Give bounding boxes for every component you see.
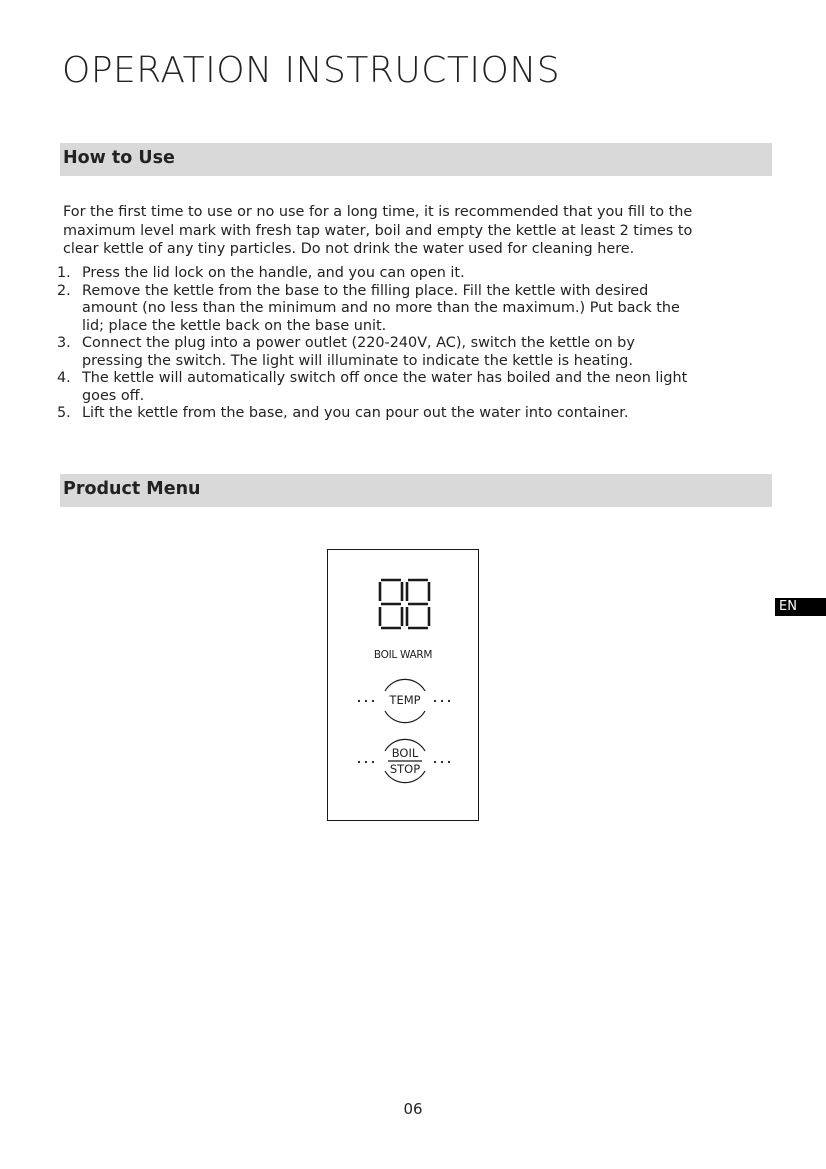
mode-labels: BOIL WARM	[373, 649, 433, 661]
intro-line: maximum level mark with fresh tap water, boil and empty the kettle at least 2 times to	[63, 222, 693, 239]
step-text: pressing the switch. The light will illuminate to indicate the kettle is heating.	[82, 352, 633, 369]
language-tab: EN	[775, 598, 826, 616]
step-text: lid; place the kettle back on the base unit.	[82, 317, 387, 334]
step-text: Remove the kettle from the base to the filling place. Fill the kettle with desired	[82, 282, 649, 299]
step-text: Press the lid lock on the handle, and you can open it.	[82, 265, 465, 281]
stop-button-label[interactable]: STOP	[389, 762, 421, 776]
steps-list	[57, 265, 777, 423]
section-header-how-to-use	[60, 143, 772, 176]
step-number: 2.	[57, 282, 71, 299]
page-title: OPERATION INSTRUCTIONS	[62, 50, 561, 91]
step-number: 4.	[57, 370, 71, 386]
step-number: 3.	[57, 335, 71, 351]
temp-button[interactable]: TEMP	[389, 693, 421, 707]
control-panel-graphic	[328, 550, 478, 820]
list-item	[57, 283, 777, 336]
display-digit	[407, 580, 429, 628]
step-text: goes off.	[82, 387, 145, 404]
step-number: 5.	[57, 405, 71, 421]
intro-paragraph	[63, 203, 775, 259]
intro-line: For the first time to use or no use for a long time, it is recommended that you fill to the	[63, 204, 693, 220]
boil-button-label[interactable]: BOIL	[391, 746, 419, 760]
list-item	[57, 265, 777, 283]
section-title: How to Use	[63, 148, 175, 168]
list-item	[57, 370, 777, 405]
step-text: Connect the plug into a power outlet (220-240V, AC), switch the kettle on by	[82, 335, 635, 351]
step-number: 1.	[57, 265, 71, 281]
display-digit	[380, 580, 402, 628]
seven-segment-display	[380, 580, 429, 628]
list-item	[57, 405, 777, 423]
step-text: Lift the kettle from the base, and you can pour out the water into container.	[82, 405, 629, 421]
section-title: Product Menu	[63, 479, 201, 499]
control-panel-diagram	[327, 549, 479, 821]
section-header-product-menu	[60, 474, 772, 507]
intro-line: clear kettle of any tiny particles. Do not drink the water used for cleaning here.	[63, 241, 635, 257]
list-item	[57, 335, 777, 370]
step-text: The kettle will automatically switch off once the water has boiled and the neon light	[82, 370, 688, 386]
page-number: 06	[403, 1100, 423, 1118]
step-text: amount (no less than the minimum and no more than the maximum.) Put back the	[82, 300, 680, 316]
